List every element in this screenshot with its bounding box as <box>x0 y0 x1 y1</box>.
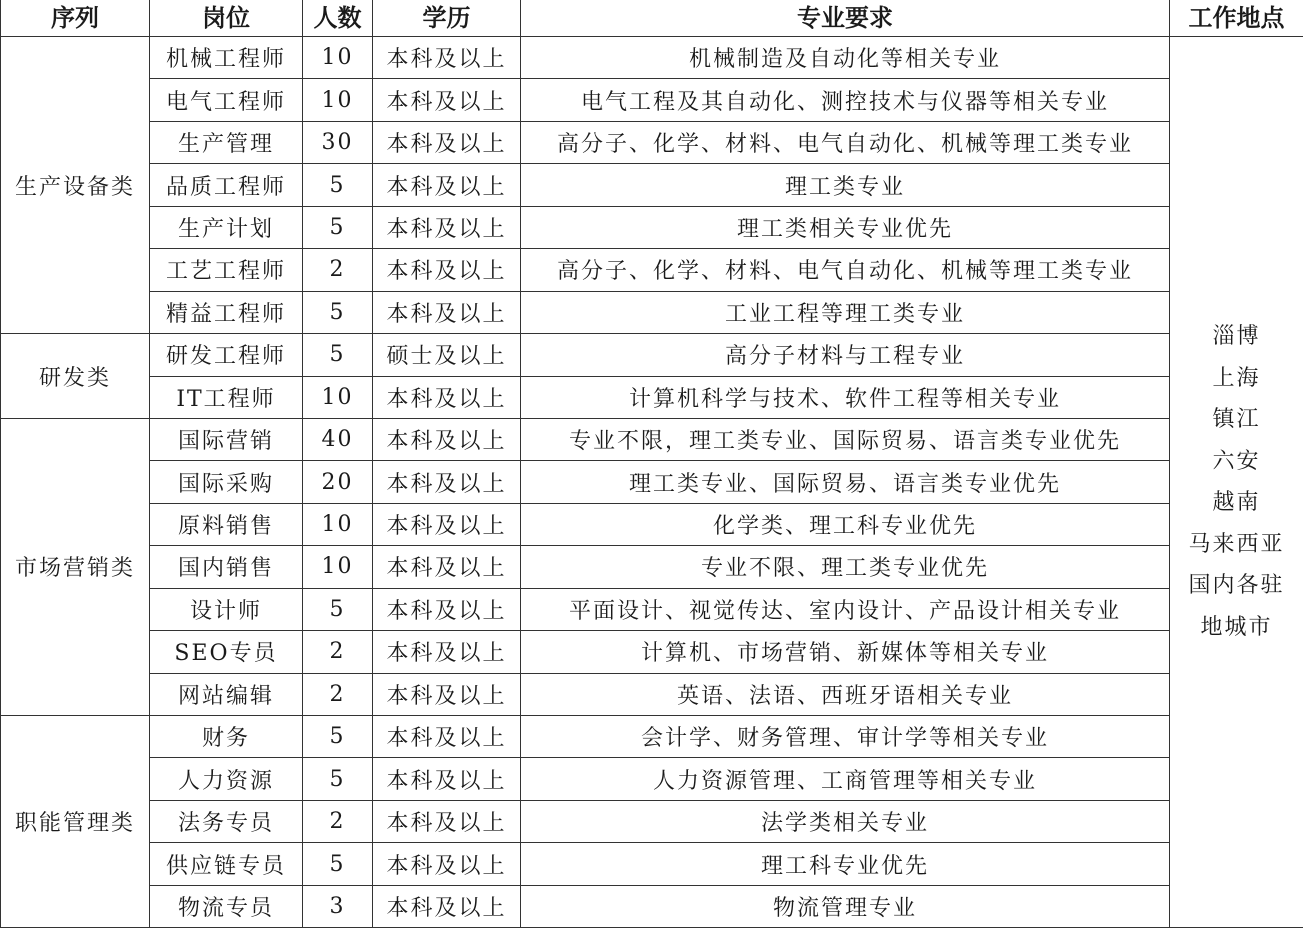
count-cell: 5 <box>303 206 373 248</box>
position-cell: SEO专员 <box>150 631 303 673</box>
major-cell: 理工类专业、国际贸易、语言类专业优先 <box>521 461 1170 503</box>
count-cell: 5 <box>303 758 373 800</box>
major-cell: 理工类专业 <box>521 164 1170 206</box>
location-item: 淄博 <box>1170 316 1303 358</box>
education-cell: 本科及以上 <box>373 503 521 545</box>
table-row <box>1 631 1303 673</box>
header-count: 人数 <box>303 0 373 37</box>
count-cell: 40 <box>303 418 373 460</box>
category-cell: 市场营销类 <box>1 418 150 715</box>
education-cell: 本科及以上 <box>373 588 521 630</box>
count-cell: 2 <box>303 800 373 842</box>
education-cell: 本科及以上 <box>373 79 521 121</box>
count-cell: 20 <box>303 461 373 503</box>
major-cell: 英语、法语、西班牙语相关专业 <box>521 673 1170 715</box>
category-cell: 生产设备类 <box>1 37 150 334</box>
position-cell: 物流专员 <box>150 885 303 927</box>
table-row <box>1 503 1303 545</box>
count-cell: 10 <box>303 37 373 79</box>
major-cell: 高分子、化学、材料、电气自动化、机械等理工类专业 <box>521 121 1170 163</box>
location-item: 地城市 <box>1170 607 1303 649</box>
position-cell: 法务专员 <box>150 800 303 842</box>
education-cell: 本科及以上 <box>373 249 521 291</box>
location-cell <box>1170 37 1303 928</box>
count-cell: 2 <box>303 673 373 715</box>
education-cell: 本科及以上 <box>373 843 521 885</box>
education-cell: 硕士及以上 <box>373 334 521 376</box>
count-cell: 10 <box>303 546 373 588</box>
table-row <box>1 843 1303 885</box>
position-cell: 原料销售 <box>150 503 303 545</box>
position-cell: 人力资源 <box>150 758 303 800</box>
education-cell: 本科及以上 <box>373 164 521 206</box>
position-cell: 工艺工程师 <box>150 249 303 291</box>
category-cell: 研发类 <box>1 334 150 419</box>
education-cell: 本科及以上 <box>373 673 521 715</box>
major-cell: 理工科专业优先 <box>521 843 1170 885</box>
major-cell: 机械制造及自动化等相关专业 <box>521 37 1170 79</box>
count-cell: 2 <box>303 631 373 673</box>
count-cell: 10 <box>303 79 373 121</box>
table-row <box>1 37 1303 79</box>
education-cell: 本科及以上 <box>373 885 521 927</box>
major-cell: 高分子、化学、材料、电气自动化、机械等理工类专业 <box>521 249 1170 291</box>
header-education: 学历 <box>373 0 521 37</box>
major-cell: 计算机、市场营销、新媒体等相关专业 <box>521 631 1170 673</box>
education-cell: 本科及以上 <box>373 376 521 418</box>
count-cell: 5 <box>303 588 373 630</box>
education-cell: 本科及以上 <box>373 800 521 842</box>
position-cell: 生产管理 <box>150 121 303 163</box>
count-cell: 5 <box>303 291 373 333</box>
position-cell: 网站编辑 <box>150 673 303 715</box>
position-cell: 研发工程师 <box>150 334 303 376</box>
major-cell: 法学类相关专业 <box>521 800 1170 842</box>
header-major: 专业要求 <box>521 0 1170 37</box>
position-cell: 生产计划 <box>150 206 303 248</box>
table-row <box>1 461 1303 503</box>
major-cell: 化学类、理工科专业优先 <box>521 503 1170 545</box>
count-cell: 5 <box>303 843 373 885</box>
position-cell: 品质工程师 <box>150 164 303 206</box>
position-cell: IT工程师 <box>150 376 303 418</box>
table-body <box>1 37 1303 928</box>
major-cell: 理工类相关专业优先 <box>521 206 1170 248</box>
major-cell: 会计学、财务管理、审计学等相关专业 <box>521 716 1170 758</box>
location-item: 镇江 <box>1170 399 1303 441</box>
table-row <box>1 164 1303 206</box>
major-cell: 计算机科学与技术、软件工程等相关专业 <box>521 376 1170 418</box>
table-row <box>1 800 1303 842</box>
position-cell: 设计师 <box>150 588 303 630</box>
count-cell: 5 <box>303 716 373 758</box>
position-cell: 国内销售 <box>150 546 303 588</box>
count-cell: 5 <box>303 334 373 376</box>
position-cell: 国际营销 <box>150 418 303 460</box>
count-cell: 10 <box>303 376 373 418</box>
education-cell: 本科及以上 <box>373 461 521 503</box>
location-item: 上海 <box>1170 358 1303 400</box>
table-header-row <box>1 0 1303 37</box>
table-row <box>1 588 1303 630</box>
count-cell: 2 <box>303 249 373 291</box>
count-cell: 30 <box>303 121 373 163</box>
education-cell: 本科及以上 <box>373 418 521 460</box>
location-item: 马来西亚 <box>1170 524 1303 566</box>
location-item: 六安 <box>1170 441 1303 483</box>
table-row <box>1 206 1303 248</box>
table-row <box>1 79 1303 121</box>
education-cell: 本科及以上 <box>373 758 521 800</box>
education-cell: 本科及以上 <box>373 631 521 673</box>
category-cell: 职能管理类 <box>1 716 150 928</box>
header-position: 岗位 <box>150 0 303 37</box>
position-cell: 国际采购 <box>150 461 303 503</box>
table-row <box>1 758 1303 800</box>
count-cell: 3 <box>303 885 373 927</box>
education-cell: 本科及以上 <box>373 206 521 248</box>
header-category: 序列 <box>1 0 150 37</box>
education-cell: 本科及以上 <box>373 121 521 163</box>
location-item: 国内各驻 <box>1170 565 1303 607</box>
table-row <box>1 418 1303 460</box>
education-cell: 本科及以上 <box>373 37 521 79</box>
major-cell: 物流管理专业 <box>521 885 1170 927</box>
education-cell: 本科及以上 <box>373 546 521 588</box>
major-cell: 电气工程及其自动化、测控技术与仪器等相关专业 <box>521 79 1170 121</box>
major-cell: 专业不限，理工类专业、国际贸易、语言类专业优先 <box>521 418 1170 460</box>
table-row <box>1 334 1303 376</box>
major-cell: 高分子材料与工程专业 <box>521 334 1170 376</box>
table-row <box>1 249 1303 291</box>
education-cell: 本科及以上 <box>373 716 521 758</box>
table-row <box>1 546 1303 588</box>
position-cell: 机械工程师 <box>150 37 303 79</box>
position-cell: 财务 <box>150 716 303 758</box>
position-cell: 电气工程师 <box>150 79 303 121</box>
table-row <box>1 716 1303 758</box>
header-location: 工作地点 <box>1170 0 1303 37</box>
education-cell: 本科及以上 <box>373 291 521 333</box>
major-cell: 工业工程等理工类专业 <box>521 291 1170 333</box>
position-cell: 供应链专员 <box>150 843 303 885</box>
position-cell: 精益工程师 <box>150 291 303 333</box>
table-row <box>1 885 1303 927</box>
table-row <box>1 291 1303 333</box>
table-row <box>1 673 1303 715</box>
table-row <box>1 376 1303 418</box>
major-cell: 人力资源管理、工商管理等相关专业 <box>521 758 1170 800</box>
count-cell: 10 <box>303 503 373 545</box>
major-cell: 平面设计、视觉传达、室内设计、产品设计相关专业 <box>521 588 1170 630</box>
table-row <box>1 121 1303 163</box>
location-item: 越南 <box>1170 482 1303 524</box>
major-cell: 专业不限、理工类专业优先 <box>521 546 1170 588</box>
count-cell: 5 <box>303 164 373 206</box>
